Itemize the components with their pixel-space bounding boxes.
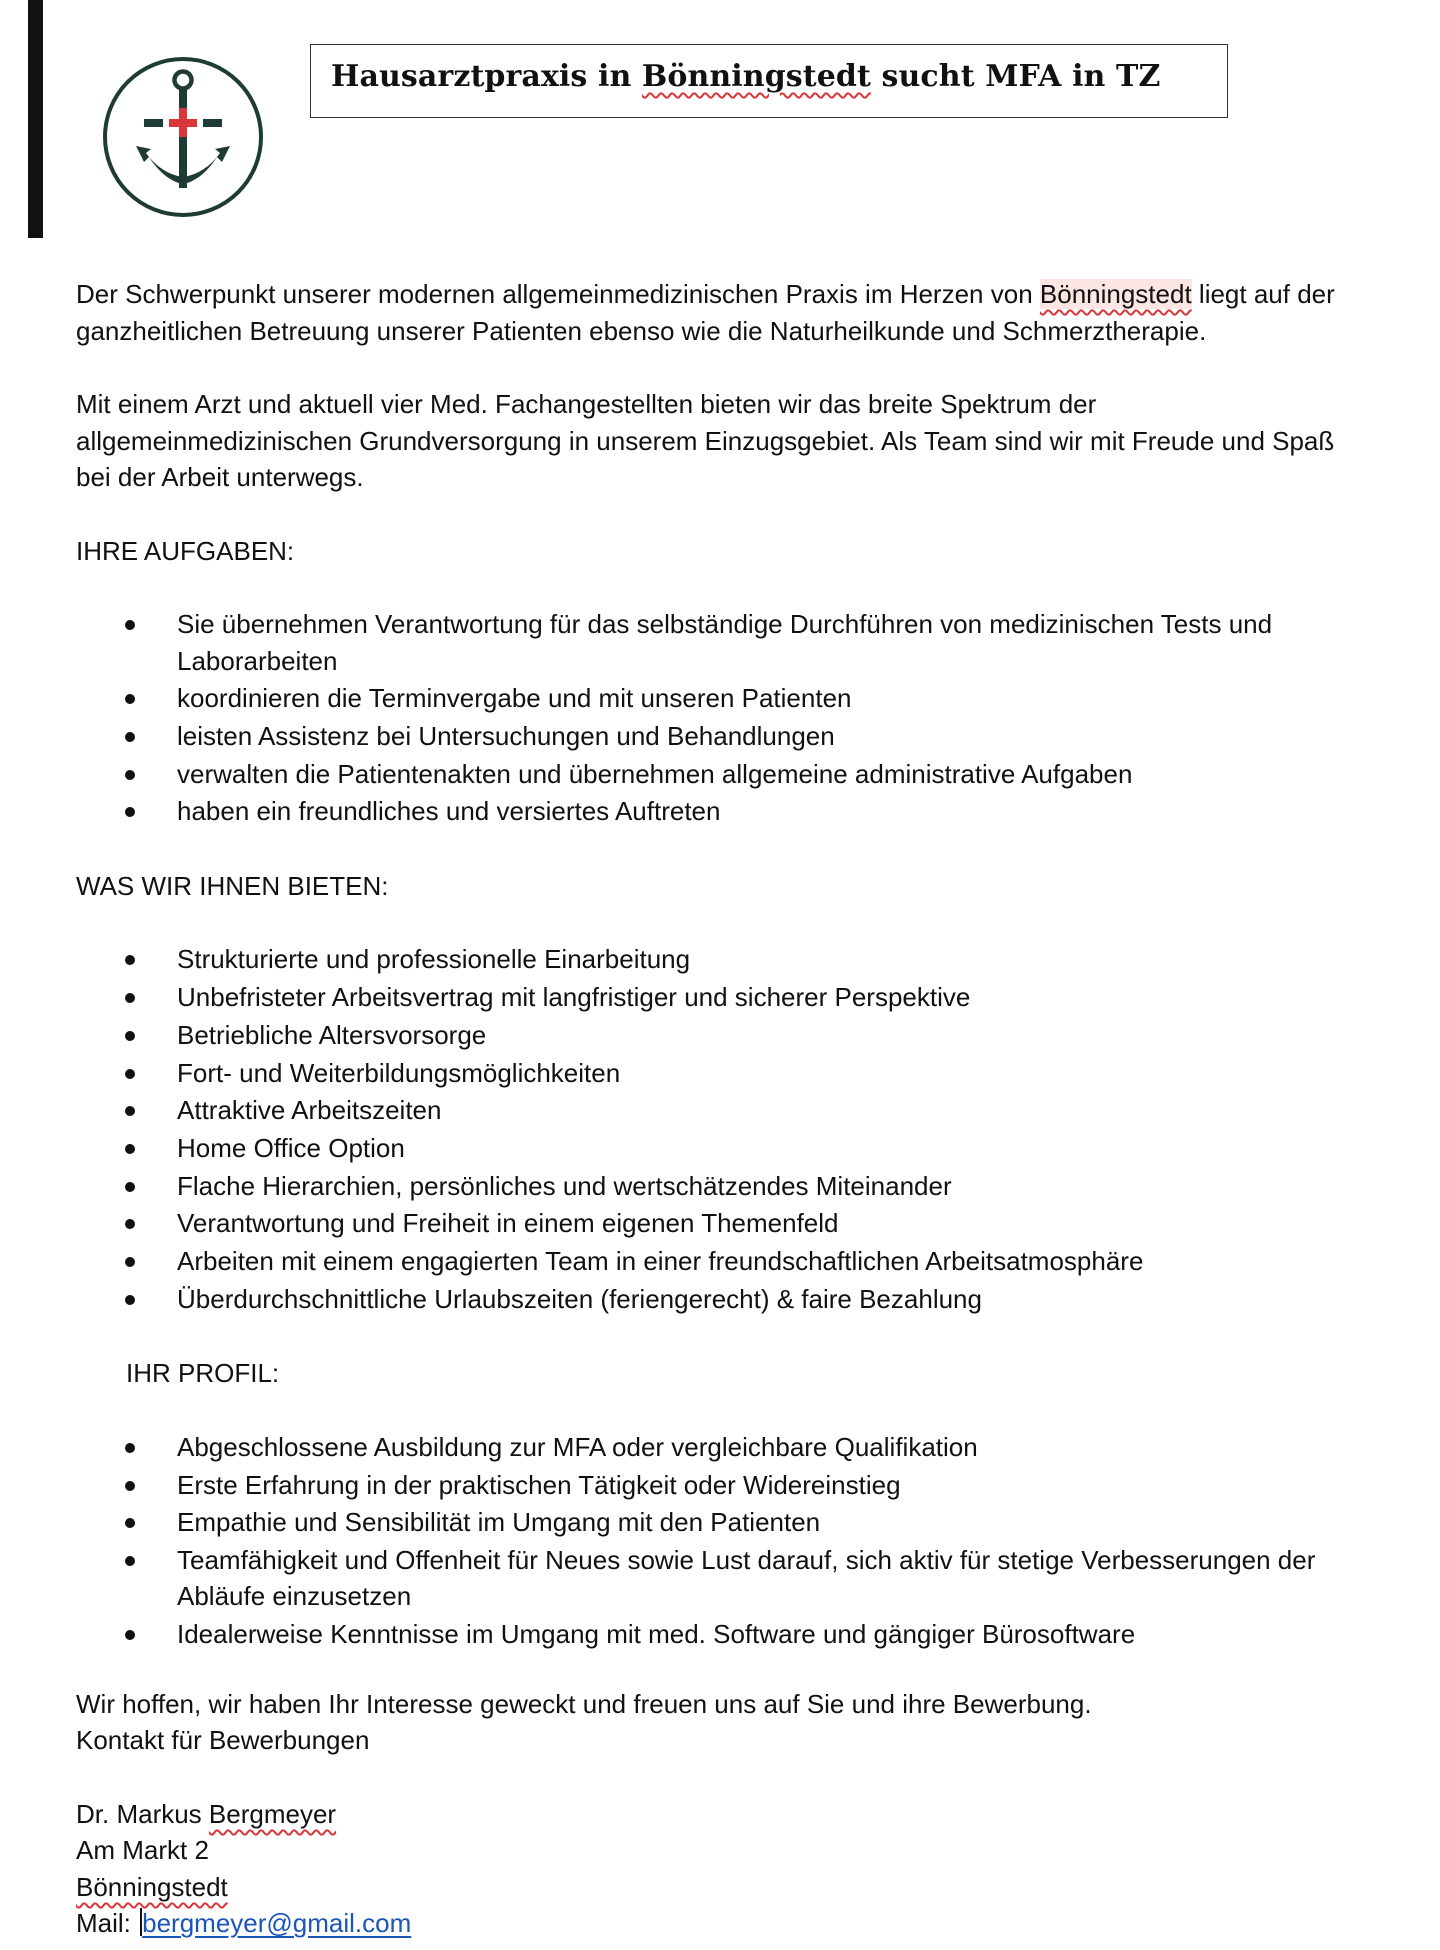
profile-list [76,1429,1366,1653]
bullet-icon [125,1144,135,1154]
bullet-icon [125,1518,135,1528]
intro-p1-end: liegt auf der ganzheitlichen Betreuung unserer Patienten ebenso wie die Naturheilkunde und Schmerztherapie. [76,279,1335,346]
intro-paragraph-2: Mit einem Arzt und aktuell vier Med. Fachangestellten bieten wir das breite Spektrum der allgemeinmedizinischen Grundversorgung in unserem Einzugsgebiet. Als Team sind wir mit Freude und Spaß bei der Arbeit unterwegs. [76,389,1335,492]
intro-p1-start: Der Schwerpunkt unserer modernen allgemeinmedizinischen Praxis im Herzen von [76,279,1040,309]
list-item-text: koordinieren die Terminvergabe und mit unseren Patienten [177,683,852,714]
bullet-icon [125,732,135,742]
contact-street: Am Markt 2 [76,1835,209,1866]
list-item [76,1243,1366,1280]
list-item [76,1429,1366,1466]
intro-paragraph-1 [76,276,1366,349]
closing-line-1: Wir hoffen, wir haben Ihr Interesse geweckt und freuen uns auf Sie und ihre Bewerbung. [76,1688,1092,1719]
bullet-icon [125,620,135,630]
profile-heading: IHR PROFIL: [126,1358,280,1389]
mail-label: Mail: [76,1908,139,1939]
tasks-list [76,606,1366,830]
list-item-text: Sie übernehmen Verantwortung für das selbständige Durchführen von medizinischen Tests und Laborarbeiten [177,609,1273,676]
bullet-icon [125,1481,135,1491]
list-item-text: Erste Erfahrung in der praktischen Tätigkeit oder Widereinstieg [177,1469,901,1500]
bullet-icon [125,1106,135,1116]
list-item [76,1092,1366,1129]
title-text-end: sucht MFA in TZ [870,59,1161,94]
list-item [76,1168,1366,1205]
list-item [76,793,1366,830]
anchor-logo-icon [100,54,266,220]
contact-name [76,1796,1366,1833]
email-link[interactable]: bergmeyer@gmail.com [142,1908,412,1939]
contact-mail [76,1905,1366,1942]
contact-city-misspelled[interactable]: Bönningstedt [76,1871,228,1902]
list-item-text: haben ein freundliches und versiertes Auftreten [177,796,721,827]
list-item [76,680,1366,717]
bullet-icon [125,955,135,965]
list-item-text: Arbeiten mit einem engagierten Team in einer freundschaftlichen Arbeitsatmosphäre [177,1245,1144,1276]
list-item [76,1205,1366,1242]
list-item-text: leisten Assistenz bei Untersuchungen und Behandlungen [177,720,835,751]
offer-list [76,941,1366,1317]
tasks-heading: IHRE AUFGABEN: [76,535,295,566]
bullet-icon [125,1257,135,1267]
list-item [76,1467,1366,1504]
list-item [76,606,1366,679]
closing-line-2: Kontakt für Bewerbungen [76,1725,370,1756]
list-item [76,979,1366,1016]
list-item-text: verwalten die Patientenakten und übernehmen allgemeine administrative Aufgaben [177,758,1133,789]
title-place-misspelled[interactable]: Bönningstedt [641,59,871,94]
list-item-text: Strukturierte und professionelle Einarbeitung [177,944,691,975]
list-item-text: Home Office Option [177,1132,405,1163]
list-item-text: Empathie und Sensibilität im Umgang mit den Patienten [177,1507,821,1538]
bullet-icon [125,1443,135,1453]
contact-city [76,1869,1366,1906]
bullet-icon [125,770,135,780]
bullet-icon [125,1556,135,1566]
contact-surname-misspelled[interactable]: Bergmeyer [208,1798,337,1829]
list-item [76,1017,1366,1054]
list-item [76,756,1366,793]
list-item [76,941,1366,978]
list-item-text: Fort- und Weiterbildungsmöglichkeiten [177,1057,621,1088]
left-margin-bar [28,0,43,238]
bullet-icon [125,694,135,704]
bullet-icon [125,1069,135,1079]
offer-heading: WAS WIR IHNEN BIETEN: [76,870,389,901]
list-item-text: Überdurchschnittliche Urlaubszeiten (feriengerecht) & faire Bezahlung [177,1283,982,1314]
list-item-text: Attraktive Arbeitszeiten [177,1095,442,1126]
list-item-text: Flache Hierarchien, persönliches und wertschätzendes Miteinander [177,1170,952,1201]
list-item [76,1281,1366,1318]
list-item-text: Betriebliche Altersvorsorge [177,1019,487,1050]
list-item-text: Abgeschlossene Ausbildung zur MFA oder vergleichbare Qualifikation [177,1431,978,1462]
list-item-text: Idealerweise Kenntnisse im Umgang mit med. Software und gängiger Bürosoftware [177,1619,1136,1650]
list-item-text: Unbefristeter Arbeitsvertrag mit langfristiger und sicherer Perspektive [177,982,971,1013]
title-box [310,44,1228,118]
document-body[interactable] [76,276,1366,1942]
title-text-start: Hausarztpraxis in [331,59,642,94]
page-title [331,59,1160,94]
list-item [76,1616,1366,1653]
list-item [76,1130,1366,1167]
bullet-icon [125,993,135,1003]
bullet-icon [125,1182,135,1192]
list-item-text: Verantwortung und Freiheit in einem eigenen Themenfeld [177,1208,839,1239]
list-item [76,1504,1366,1541]
list-item [76,1542,1366,1615]
list-item [76,718,1366,755]
bullet-icon [125,1031,135,1041]
bullet-icon [125,807,135,817]
bullet-icon [125,1295,135,1305]
intro-place-misspelled[interactable]: Bönningstedt [1039,279,1192,309]
bullet-icon [125,1219,135,1229]
list-item [76,1055,1366,1092]
list-item-text: Teamfähigkeit und Offenheit für Neues sowie Lust darauf, sich aktiv für stetige Verbesserungen der Abläufe einzusetzen [177,1544,1316,1612]
bullet-icon [125,1630,135,1640]
contact-name-prefix: Dr. Markus [76,1798,209,1829]
